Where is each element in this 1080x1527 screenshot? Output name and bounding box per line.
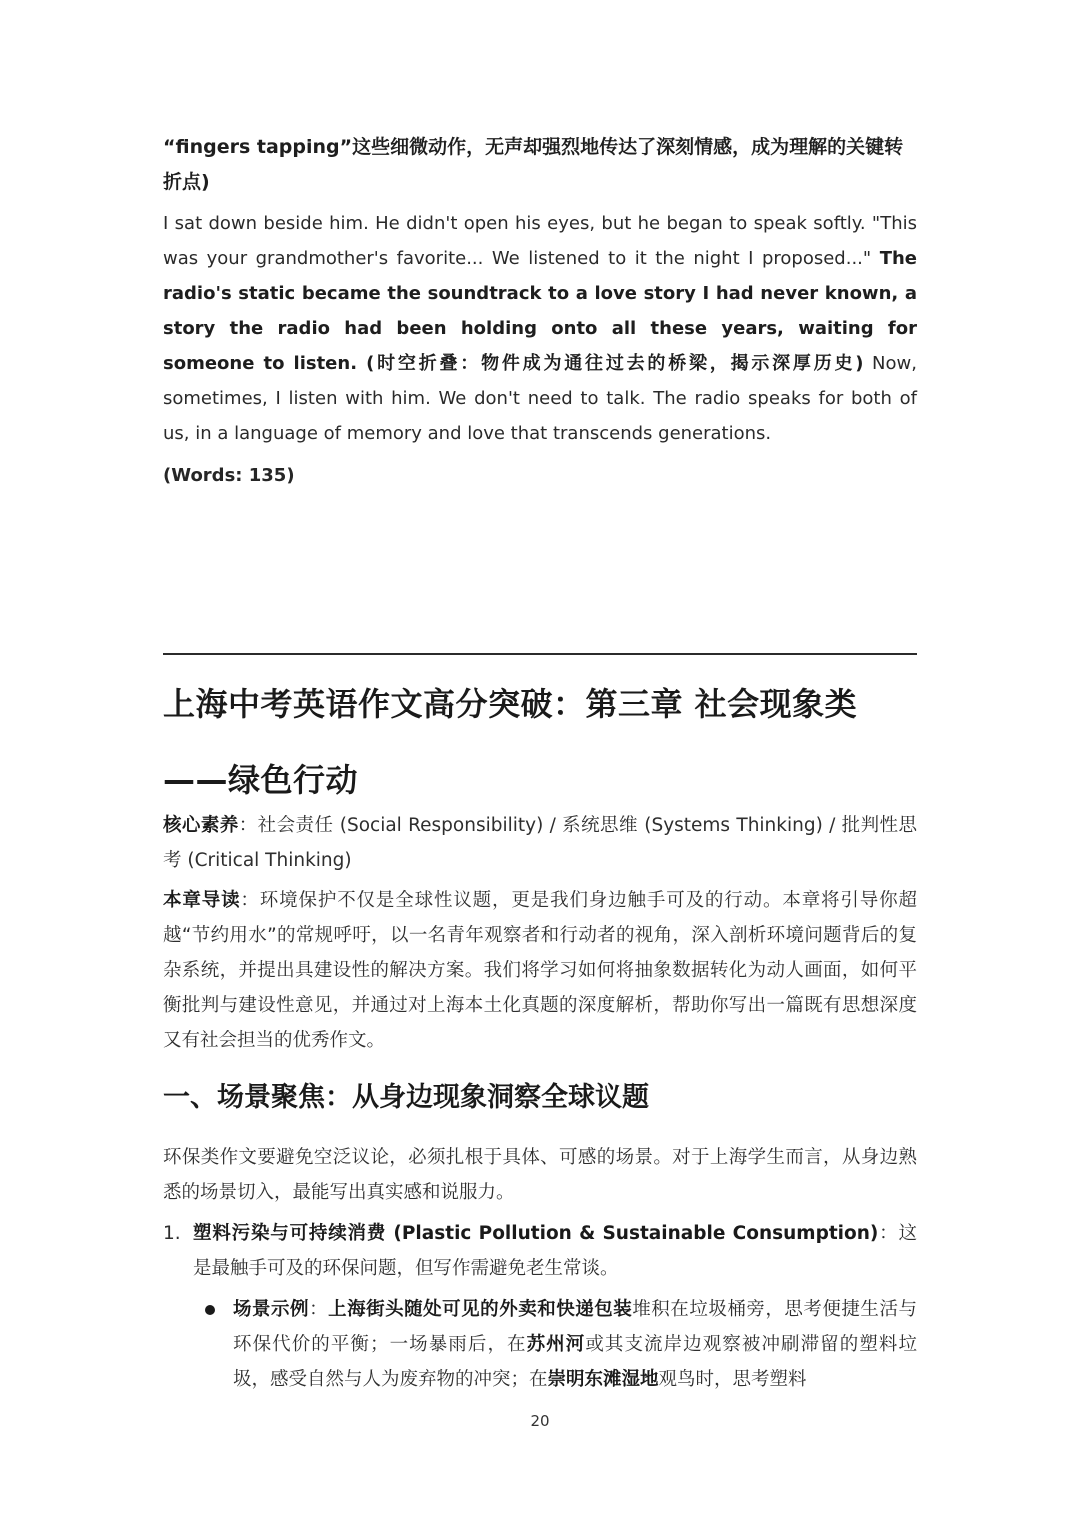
story-text-1: I sat down beside him. He didn't open his eyes, but he began to speak softly. "This was your grandmother's favorite... We listened to it the night I proposed..."	[163, 213, 917, 269]
bullet-text: 观鸟时，思考塑料	[658, 1369, 807, 1391]
section-intro: 环保类作文要避免空泛议论，必须扎根于具体、可感的场景。对于上海学生而言，从身边熟悉的场景切入，最能写出真实感和说服力。	[163, 1147, 917, 1204]
word-count: (Words: 135)	[163, 465, 295, 486]
list-number: 1.	[163, 1223, 181, 1245]
story-paragraph	[163, 206, 917, 451]
chapter-divider	[163, 653, 917, 655]
bullet-item	[163, 1292, 917, 1397]
chapter-body	[163, 808, 917, 1397]
section-title: 一、场景聚焦：从身边现象洞察全球议题	[163, 1082, 649, 1113]
list-item-text: ：这是最触手可及的环保问题，但写作需避免老生常谈。	[193, 1223, 917, 1280]
bullet-label: 场景示例	[233, 1299, 310, 1321]
chapter-guide-text: ：环境保护不仅是全球性议题，更是我们身边触手可及的行动。本章将引导你超越“节约用水”的常规呼吁，以一名青年观察者和行动者的视角，深入剖析环境问题背后的复杂系统，并提出具建设性的解决方案。我们将学习如何将抽象数据转化为动人画面，如何平衡批判与建设性意见，并通过对上海本土化真题的深度解析，帮助你写出一篇既有思想深度又有社会担当的优秀作文。	[163, 890, 917, 1051]
page-number: 20	[530, 1412, 550, 1430]
bullet-dot-icon	[205, 1305, 215, 1315]
bullet-text: 堆积在垃圾桶旁，思考便捷生活与环保代价的平衡；一场暴雨后，在	[233, 1299, 917, 1356]
core-literacy-label: 核心素养	[163, 815, 239, 836]
story-bold-text: The radio's static became the soundtrack to a love story I had never known, a story the radio had been holding onto all these years, waiting for someone to listen. (时空折叠：物件成为通往过去的桥梁，揭示深厚历史)	[163, 248, 917, 374]
bullet-bold-text: 苏州河	[526, 1334, 586, 1356]
story-text-2: Now, sometimes, I listen with him. We don't need to talk. The radio speaks for both of us, in a language of memory and love that transcends generations.	[163, 353, 917, 444]
bullet-bold-text: 崇明东滩湿地	[547, 1369, 659, 1391]
bullet-text: 或其支流岸边观察被冲刷滞留的塑料垃圾，感受自然与人为废弃物的冲突；在	[233, 1334, 917, 1391]
list-item	[163, 1216, 917, 1286]
core-literacy-text: ：社会责任 (Social Responsibility) / 系统思维 (Systems Thinking) / 批判性思考 (Critical Thinking)	[163, 815, 917, 871]
core-literacy	[163, 808, 917, 878]
list-item-label: 塑料污染与可持续消费 (Plastic Pollution & Sustainable Consumption)	[193, 1223, 879, 1245]
chapter-guide	[163, 883, 917, 1058]
top-text-block	[163, 130, 917, 491]
chapter-guide-label: 本章导读	[163, 890, 241, 911]
chapter-title: 上海中考英语作文高分突破：第三章 社会现象类——绿色行动	[163, 685, 858, 799]
bullet-bold-text: 上海街头随处可见的外卖和快递包装	[328, 1299, 633, 1321]
annotation-line: “fingers tapping”这些细微动作，无声却强烈地传达了深刻情感，成为理解的关键转折点)	[163, 136, 904, 193]
bullet-text: ：	[309, 1299, 329, 1321]
